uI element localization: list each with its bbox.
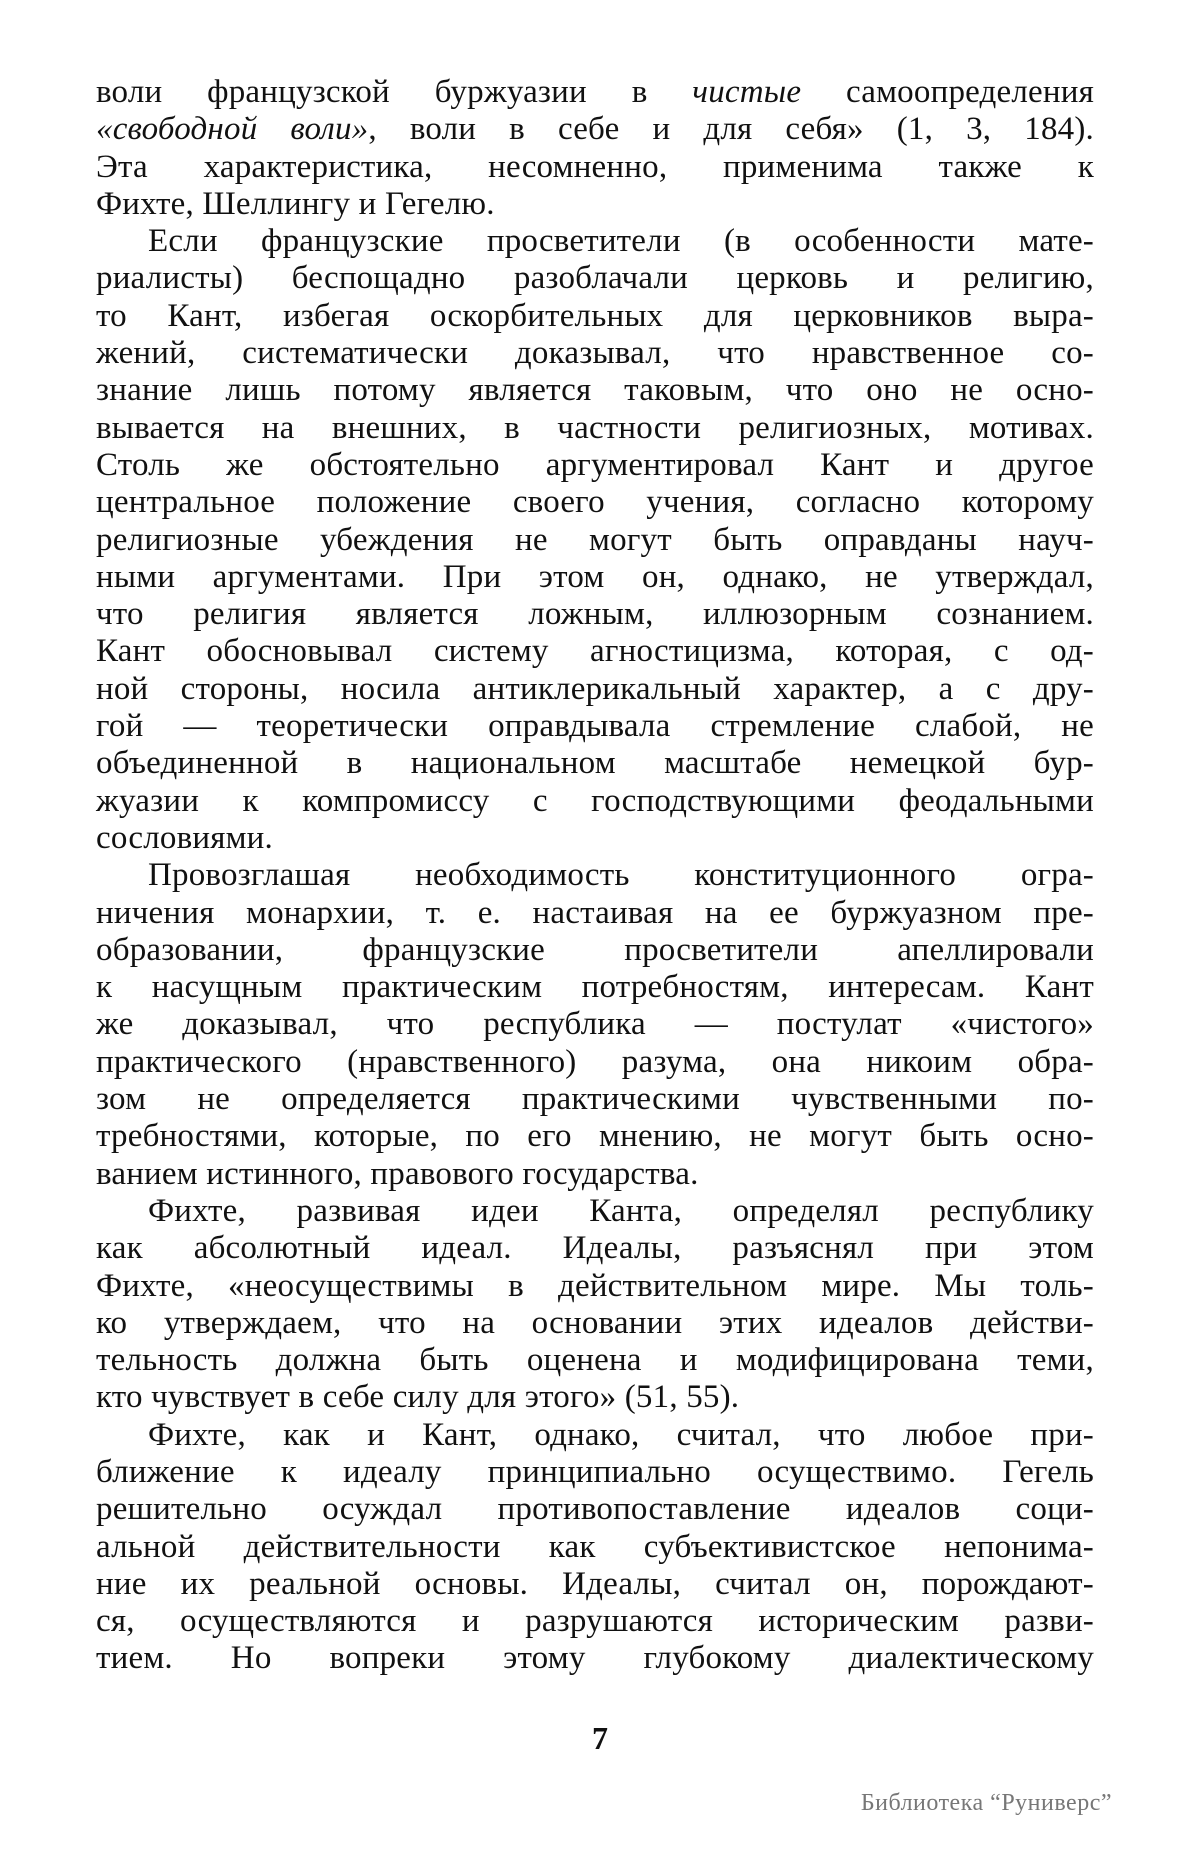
text-line: кто чувствует в себе силу для этого» (51, 55). <box>96 1379 740 1416</box>
text-line: же доказывал, что республика — постулат «чистого» <box>96 1006 1094 1043</box>
text-line: вывается на внешних, в частности религиозных, мотивах. <box>96 409 1094 446</box>
paragraph-first-line: Фихте, развивая идеи Канта, определял республику <box>148 1192 1094 1229</box>
text-line: Кант обосновывал систему агностицизма, которая, с од- <box>96 633 1094 670</box>
page-number: 7 <box>592 1720 608 1756</box>
text-line: ничения монархии, т. е. настаивая на ее буржуазном пре- <box>96 894 1094 931</box>
text-line: как абсолютный идеал. Идеалы, разъяснял при этом <box>96 1230 1094 1267</box>
text-line: ние их реальной основы. Идеалы, считал он, порождают- <box>96 1565 1094 1602</box>
text-line: практического (нравственного) разума, она никоим обра- <box>96 1043 1094 1080</box>
text-line: требностями, которые, по его мнению, не могут быть осно- <box>96 1118 1094 1155</box>
text-line-part: , воли в себе и для себя» (1, 3, 184). <box>368 111 1094 148</box>
text-line: знание лишь потому является таковым, что оно не осно- <box>96 372 1094 409</box>
text-line: жений, систематически доказывал, что нравственное со- <box>96 335 1094 372</box>
paragraph-first-line: Фихте, как и Кант, однако, считал, что любое при- <box>148 1416 1094 1453</box>
page-body <box>96 74 1094 1678</box>
text-line <box>96 111 1094 148</box>
text-line: религиозные убеждения не могут быть оправданы науч- <box>96 521 1094 558</box>
text-line: Фихте, Шеллингу и Гегелю. <box>96 185 495 222</box>
text-line: объединенной в национальном масштабе немецкой бур- <box>96 745 1094 782</box>
paragraph-first-line: Если французские просветители (в особенности мате- <box>148 223 1094 260</box>
paragraph-first-line: Провозглашая необходимость конституционного огра- <box>148 857 1094 894</box>
text-line: что религия является ложным, иллюзорным сознанием. <box>96 596 1094 633</box>
text-line: зом не определяется практическими чувственными по- <box>96 1081 1094 1118</box>
text-line: ко утверждаем, что на основании этих идеалов действи- <box>96 1304 1094 1341</box>
text-line: риалисты) беспощадно разоблачали церковь и религию, <box>96 260 1094 297</box>
text-line: ной стороны, носила антиклерикальный характер, а с дру- <box>96 670 1094 707</box>
text-line: то Кант, избегая оскорбительных для церковников выра- <box>96 297 1094 334</box>
text-line: центральное положение своего учения, согласно которому <box>96 484 1094 521</box>
text-line: альной действительности как субъективистское непонима- <box>96 1528 1094 1565</box>
text-line: Фихте, «неосуществимы в действительном мире. Мы толь- <box>96 1267 1094 1304</box>
text-line: ближение к идеалу принципиально осуществимо. Гегель <box>96 1453 1094 1490</box>
text-line <box>96 74 1094 111</box>
text-line: жуазии к компромиссу с господствующими феодальными <box>96 782 1094 819</box>
text-line-part: самоопределения <box>801 74 1095 110</box>
text-line: ся, осуществляются и разрушаются историческим разви- <box>96 1603 1094 1640</box>
text-line: решительно осуждал противопоставление идеалов соци- <box>96 1491 1094 1528</box>
text-line: к насущным практическим потребностям, интересам. Кант <box>96 969 1094 1006</box>
text-line: тием. Но вопреки этому глубокому диалектическому <box>96 1640 1094 1677</box>
italic-phrase: «свободной воли» <box>96 111 369 148</box>
text-line: ными аргументами. При этом он, однако, не утверждал, <box>96 558 1094 595</box>
library-watermark: Библиотека “Руниверс” <box>860 1790 1112 1816</box>
text-line: ванием истинного, правового государства. <box>96 1155 699 1192</box>
text-line: образовании, французские просветители апеллировали <box>96 931 1094 968</box>
italic-phrase: чистые <box>692 74 802 110</box>
text-line: Эта характеристика, несомненно, применима также к <box>96 148 1094 185</box>
text-line: гой — теоретически оправдывала стремление слабой, не <box>96 708 1094 745</box>
text-line-part: воли французской буржуазии в <box>96 74 693 110</box>
text-line: Столь же обстоятельно аргументировал Кант и другое <box>96 446 1094 483</box>
text-line: тельность должна быть оценена и модифицирована теми, <box>96 1342 1094 1379</box>
text-line: сословиями. <box>96 819 273 856</box>
